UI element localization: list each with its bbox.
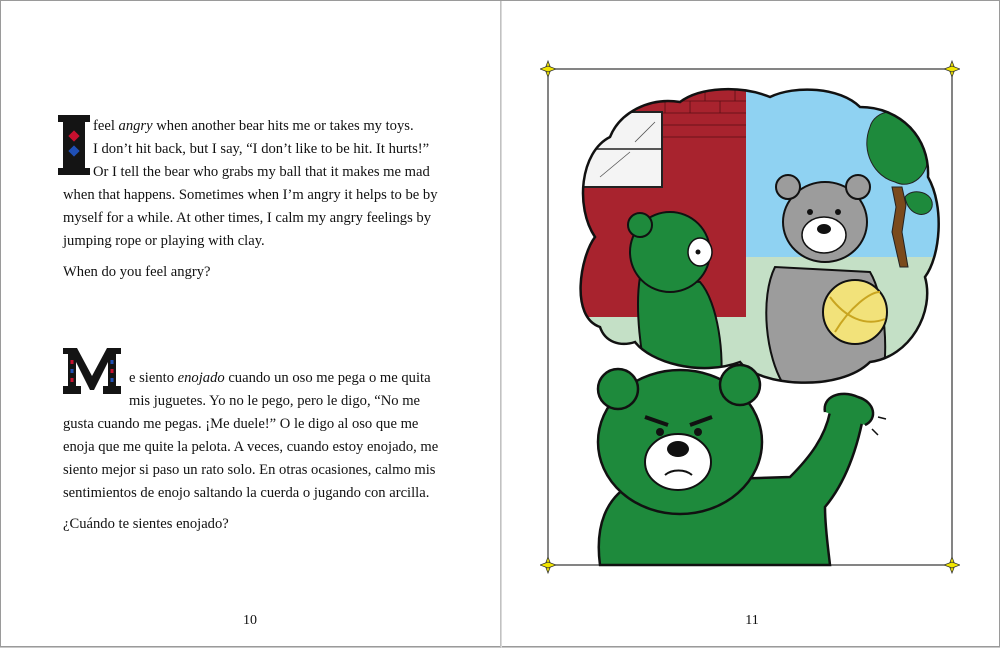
english-text	[63, 115, 453, 253]
drop-cap-m	[63, 346, 121, 394]
english-question: When do you feel angry?	[63, 264, 211, 280]
emphasis-enojado: enojado	[177, 370, 225, 386]
window-icon	[580, 112, 662, 187]
text-span: cuando un oso me pega o me quita	[224, 370, 431, 386]
left-page	[1, 1, 500, 648]
green-bear-icon	[598, 365, 886, 565]
text-span: Or I tell the bear who grabs my ball that it makes me mad when that happens. Sometimes when I’m angry it helps to be by myself for a while. At other times, I calm my angry feelings by jumping rope or playing with clay.	[63, 164, 438, 249]
ball-icon	[823, 280, 887, 344]
spanish-text	[63, 345, 453, 505]
illustration	[540, 57, 960, 577]
spanish-question: ¿Cuándo te sientes enojado?	[63, 516, 229, 532]
text-span: mis juguetes. Yo no le pego, pero le digo, “No me	[129, 393, 421, 409]
text-span: e siento	[129, 370, 178, 386]
page-number-left: 10	[243, 613, 257, 628]
diamond-ornament-icon	[68, 145, 79, 156]
text-span: feel	[93, 118, 119, 134]
thought-bubble-icon	[540, 57, 960, 397]
english-paragraph	[63, 115, 453, 284]
diamond-ornament-icon	[68, 130, 79, 141]
spanish-paragraph	[63, 345, 453, 536]
text-span: gusta cuando me pegas. ¡Me duele!” O le digo al oso que me enoja que me quite la pelota. A veces, cuando estoy enojado, me siento mejor si paso un rato solo. En otras ocasiones, calmo mis sentimientos de enojo saltando la cuerda o jugando con arcilla.	[63, 416, 439, 501]
green-bear-icon	[628, 212, 722, 387]
text-span: I don’t hit back, but I say, “I don’t like to be hit. It hurts!”	[93, 141, 430, 157]
page-number-right: 11	[745, 613, 759, 628]
drop-cap-i	[63, 117, 85, 173]
right-page	[502, 1, 1000, 648]
emphasis-angry: angry	[118, 118, 153, 134]
text-span: when another bear hits me or takes my toys.	[152, 118, 414, 134]
